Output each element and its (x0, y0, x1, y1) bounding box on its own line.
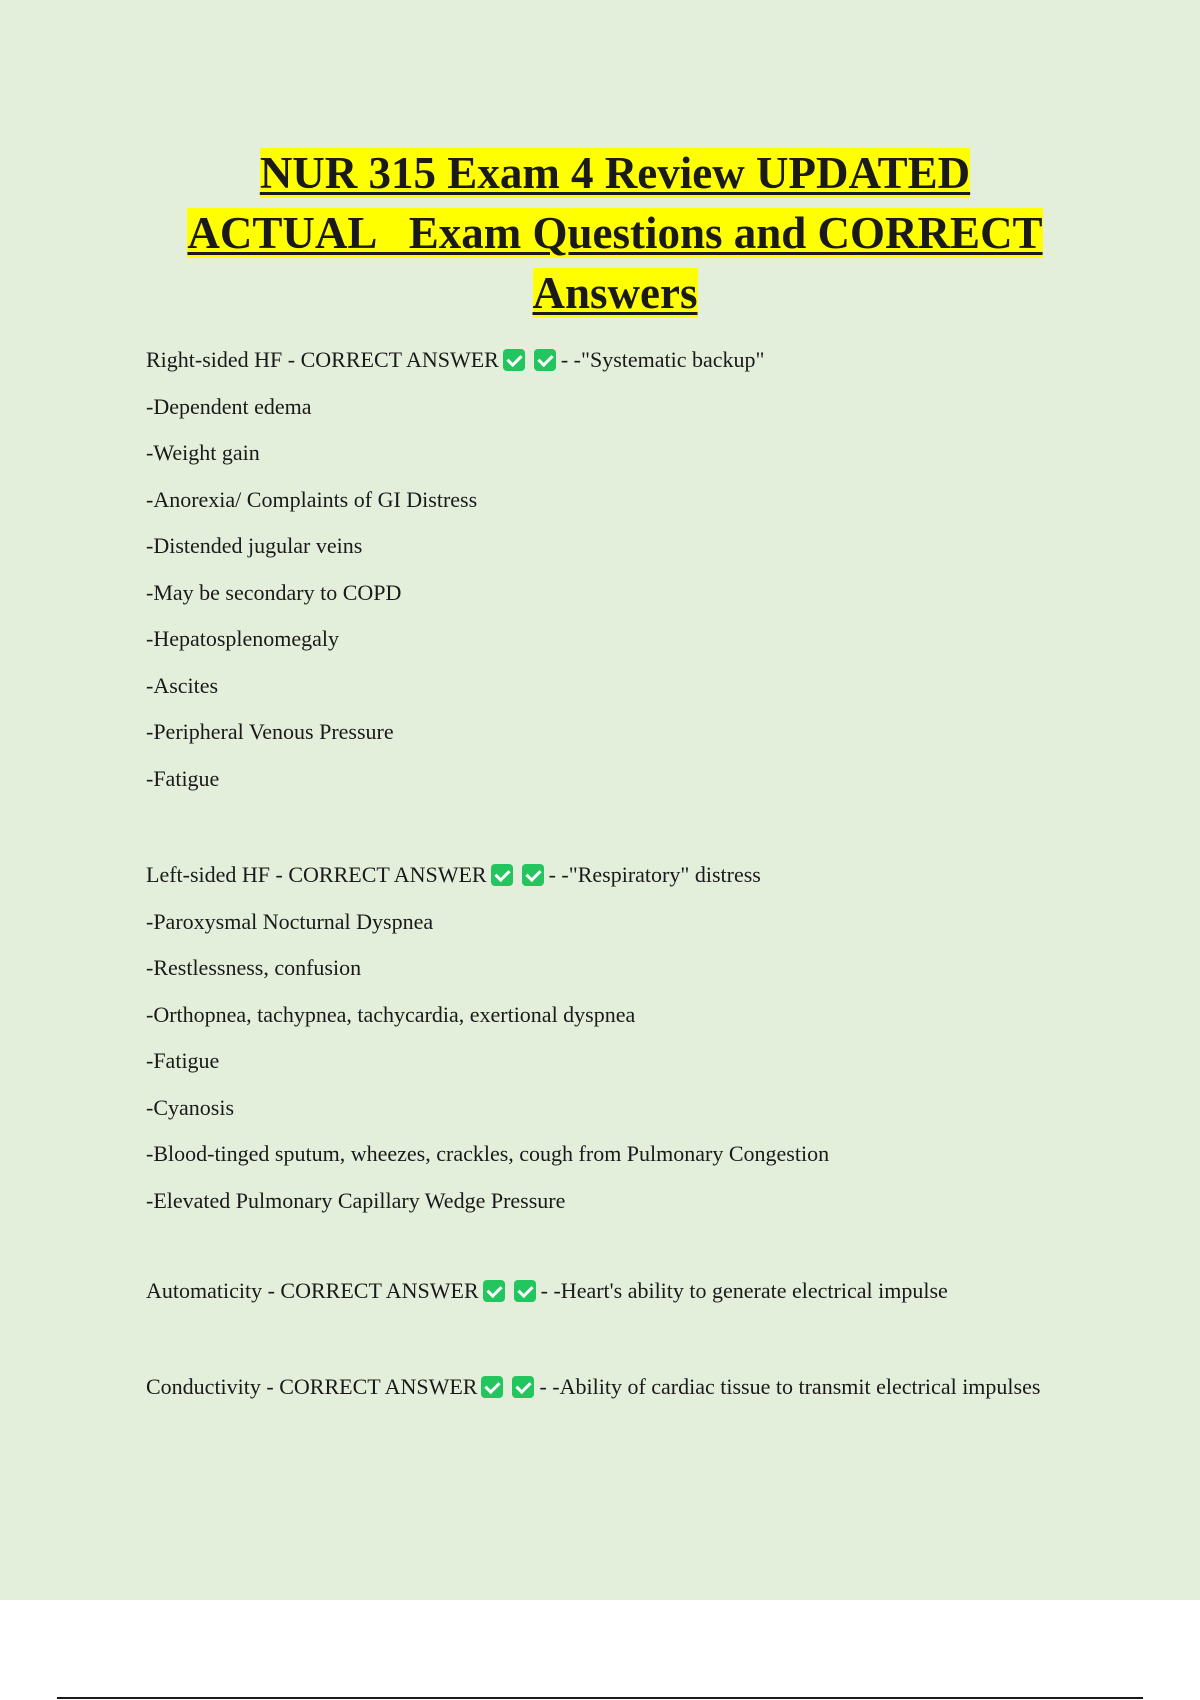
answer-item: -Distended jugular veins (146, 533, 363, 558)
qa-question (146, 1271, 1086, 1318)
answer-item: -Dependent edema (146, 393, 312, 419)
check-box-icon (481, 1376, 503, 1398)
answer-text: - -Ability of cardiac tissue to transmit electrical impulses (539, 1373, 1041, 1399)
answer-item: -Restlessness, confusion (146, 955, 362, 980)
answer-item: -Fatigue (146, 765, 220, 791)
answer-item: -Anorexia/ Complaints of GI Distress (146, 486, 478, 512)
correct-answer-label: - CORRECT ANSWER (282, 347, 499, 372)
answer-item: -Blood-tinged sputum, wheezes, crackles, cough from Pulmonary Congestion (146, 1141, 830, 1166)
answer-item: -Cyanosis (146, 1094, 234, 1120)
check-box-icon (522, 864, 544, 886)
document-title (130, 143, 1100, 323)
answer-item: -Fatigue (146, 1048, 220, 1073)
title-line-3: Answers (532, 268, 698, 318)
question-term: Right-sided HF (146, 347, 283, 372)
correct-answer-label: - CORRECT ANSWER (262, 1278, 479, 1303)
correct-answer-label: - CORRECT ANSWER (270, 862, 487, 887)
answer-item: -Elevated Pulmonary Capillary Wedge Pressure (146, 1187, 566, 1213)
title-line-1: NUR 315 Exam 4 Review UPDATED (259, 148, 971, 198)
answer-item: -Paroxysmal Nocturnal Dyspnea (146, 908, 434, 934)
check-box-icon (503, 349, 525, 371)
question-term: Automaticity (146, 1278, 263, 1303)
title-line-2: ACTUAL Exam Questions and CORRECT (187, 208, 1043, 258)
qa-question (146, 855, 1086, 902)
answer-item: -May be secondary to COPD (146, 579, 402, 605)
qa-question (146, 1372, 1086, 1419)
answer-text: - -"Respiratory" distress (548, 862, 761, 887)
qa-question (146, 340, 1086, 387)
check-box-icon (514, 1280, 536, 1302)
answer-item: -Hepatosplenomegaly (146, 626, 340, 651)
question-term: Left-sided HF (146, 862, 271, 887)
answer-item: -Orthopnea, tachypnea, tachycardia, exertional dyspnea (146, 1001, 636, 1027)
question-term: Conductivity (146, 1373, 261, 1399)
check-box-icon (483, 1280, 505, 1302)
qa-list (146, 340, 1086, 1418)
footer-divider (57, 1697, 1143, 1699)
check-box-icon (512, 1376, 534, 1398)
answer-text: - -Heart's ability to generate electrical impulse (540, 1278, 948, 1303)
answer-item: -Ascites (146, 672, 219, 698)
answer-item: -Weight gain (146, 440, 260, 465)
check-box-icon (491, 864, 513, 886)
check-box-icon (534, 349, 556, 371)
correct-answer-label: - CORRECT ANSWER (260, 1373, 478, 1399)
answer-text: - -"Systematic backup" (560, 347, 765, 372)
answer-item: -Peripheral Venous Pressure (146, 719, 394, 744)
